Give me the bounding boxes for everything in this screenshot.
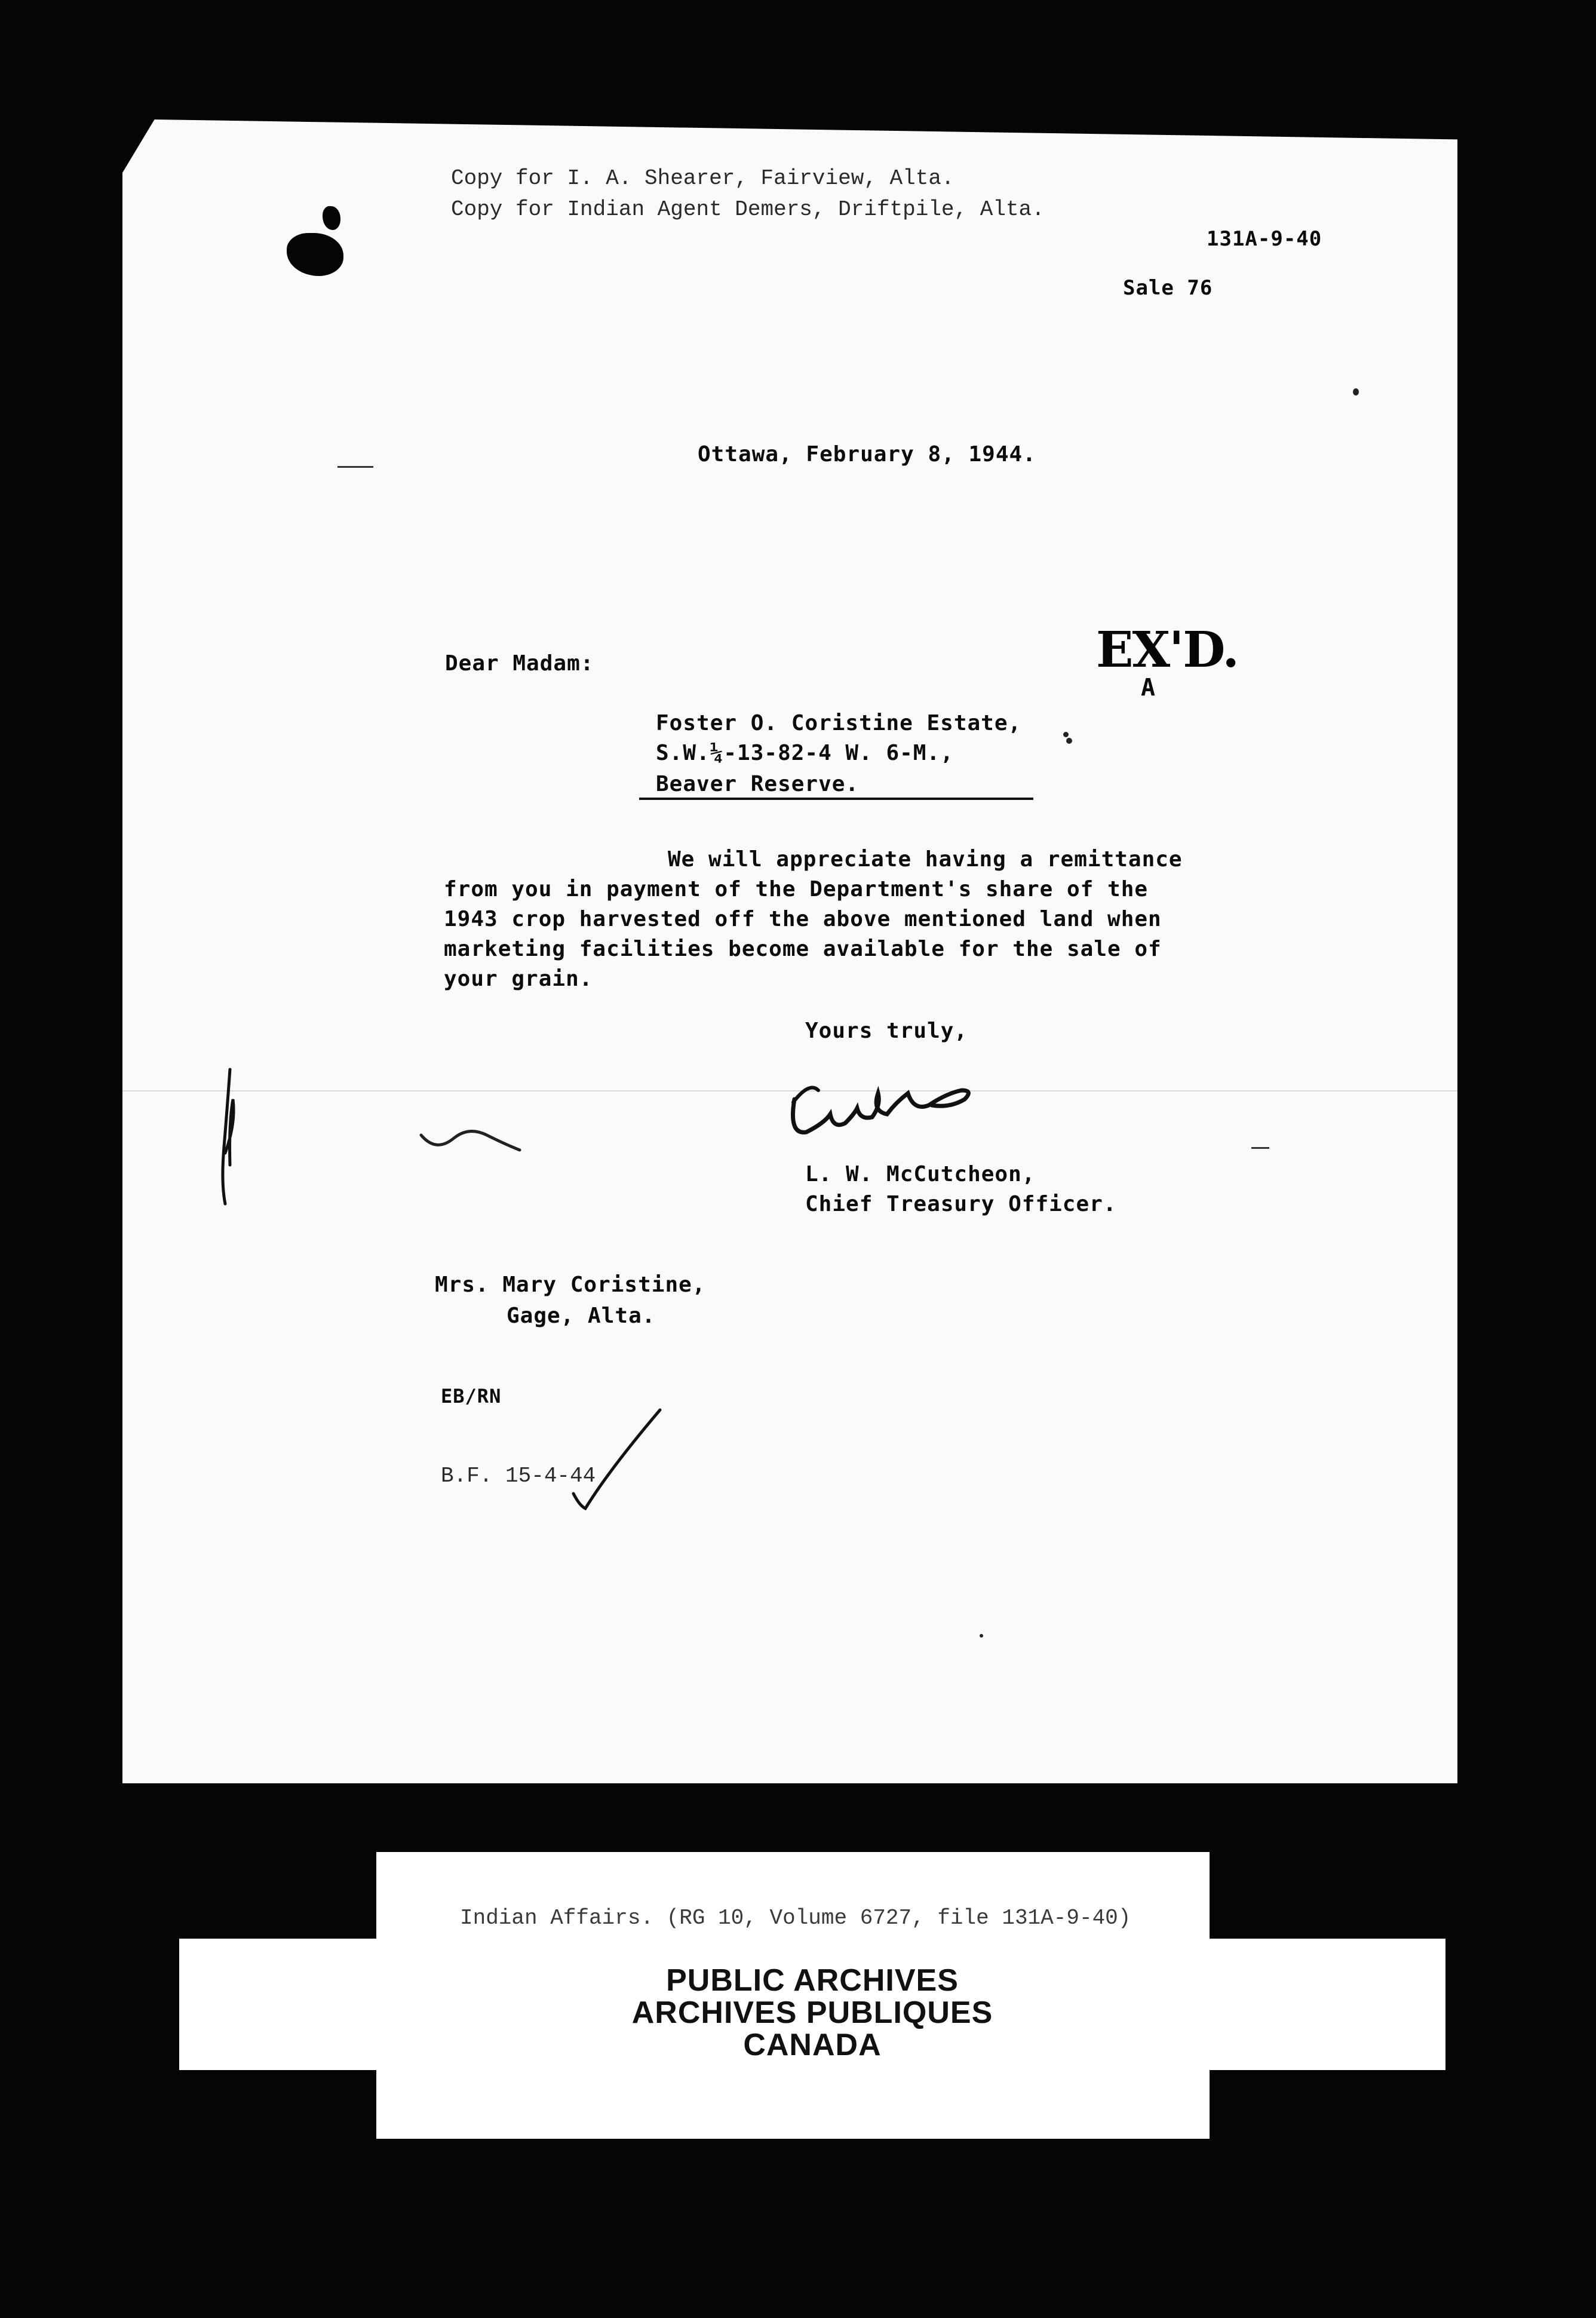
dateline: Ottawa, February 8, 1944. [698, 442, 1036, 467]
speck [980, 1634, 983, 1638]
speck [1353, 388, 1359, 395]
copy-line-1: Copy for I. A. Shearer, Fairview, Alta. [451, 166, 954, 191]
margin-mark [212, 1063, 248, 1213]
scribble-mark [418, 1117, 526, 1165]
archive-line-3: CANADA [743, 2028, 882, 2062]
examined-stamp: EX'D. [1096, 621, 1238, 679]
stamp-mark: A [1141, 674, 1156, 701]
salutation: Dear Madam: [445, 651, 594, 676]
speck [1063, 732, 1069, 737]
body-line-1: We will appreciate having a remittance [668, 847, 1183, 872]
check-mark [567, 1404, 669, 1511]
dash-mark [1251, 1147, 1269, 1149]
archive-line-2: ARCHIVES PUBLIQUES [631, 1995, 993, 2030]
addressee-place: Gage, Alta. [507, 1304, 656, 1328]
archive-citation: Indian Affairs. (RG 10, Volume 6727, file 131A-9-40) [460, 1906, 1131, 1930]
speck [1066, 738, 1072, 744]
body-line-3: 1943 crop harvested off the above mentioned land when [444, 907, 1162, 931]
signatory-name: L. W. McCutcheon, [805, 1162, 1036, 1186]
subject-underline [639, 798, 1033, 800]
body-line-5: your grain. [444, 967, 593, 991]
body-line-2: from you in payment of the Department's share of the [444, 877, 1149, 902]
body-line-4: marketing facilities become available for the sale of [444, 937, 1162, 961]
bring-forward: B.F. 15-4-44 [441, 1464, 596, 1488]
subject-line-1: Foster O. Coristine Estate, [656, 711, 1022, 735]
copy-line-2: Copy for Indian Agent Demers, Driftpile, Alta. [451, 197, 1045, 222]
sale-number: Sale 76 [1123, 276, 1213, 300]
subject-line-3: Beaver Reserve. [656, 772, 860, 796]
addressee-name: Mrs. Mary Coristine, [435, 1273, 706, 1297]
subject-line-2: S.W.¼-13-82-4 W. 6-M., [656, 741, 954, 765]
archive-stamp-text [179, 1963, 1445, 2070]
signatory-title: Chief Treasury Officer. [805, 1192, 1117, 1216]
initials: EB/RN [441, 1385, 502, 1408]
file-number: 131A-9-40 [1207, 227, 1322, 251]
dash-mark [337, 466, 373, 468]
archive-line-1: PUBLIC ARCHIVES [666, 1963, 959, 1998]
closing: Yours truly, [805, 1019, 968, 1043]
signature [782, 1057, 986, 1153]
